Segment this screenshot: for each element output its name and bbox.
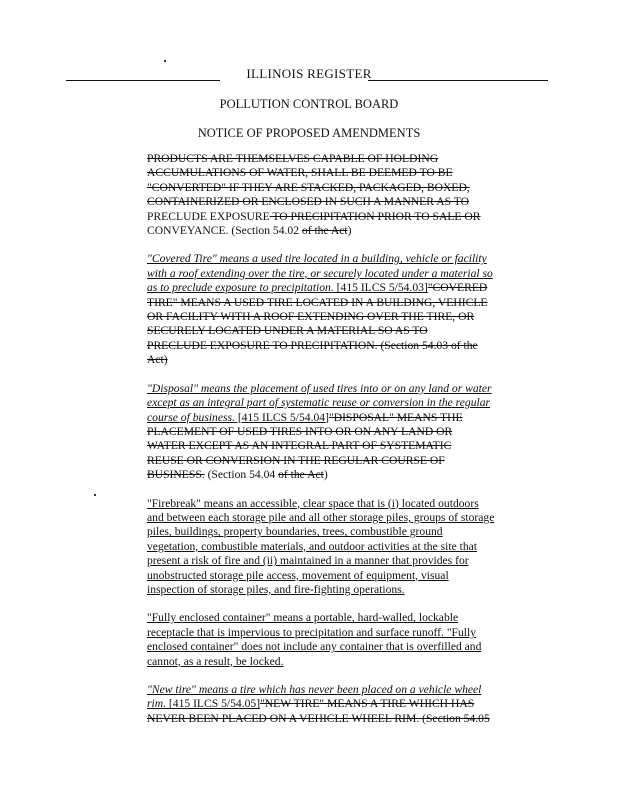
text-line: rim. [415 ILCS 5/54.05]"NEW TIRE" MEANS A TIRE WHICH HAS [147, 697, 475, 711]
margin-mark [94, 494, 96, 496]
text-line: unobstructed storage pile access, movement of equipment, visual [147, 568, 449, 582]
text-line: "Fully enclosed container" means a portable, hard-walled, lockable [147, 611, 459, 625]
text-line: except as an integral part of systematic reuse or conversion in the regular [147, 396, 491, 410]
notice-title: NOTICE OF PROPOSED AMENDMENTS [197, 126, 421, 140]
register-title: ILLINOIS REGISTER [246, 66, 372, 81]
board-name: POLLUTION CONTROL BOARD [219, 97, 399, 111]
text-line: WATER EXCEPT AS AN INTEGRAL PART OF SYSTEMATIC [147, 439, 452, 453]
paragraph-converted [147, 152, 515, 238]
text-line: OR FACILITY WITH A ROOF EXTENDING OVER THE TIRE, OR [147, 310, 475, 324]
text-line: PRECLUDE EXPOSURE TO PRECIPITATION. (Section 54.03 of the [147, 338, 478, 352]
text-line: as to preclude exposure to precipitation. [415 ILCS 5/54.03]"COVERED [147, 281, 488, 295]
text-line: TIRE" MEANS A USED TIRE LOCATED IN A BUILDING, VEHICLE [147, 295, 488, 309]
text-line: present a risk of fire and (ii) maintained in a manner that provides for [147, 554, 469, 568]
text-line: with a roof extending over the tire, or securely located under a material so [147, 266, 493, 280]
text-line: cannot, as a result, be locked. [147, 654, 284, 668]
text-line: and between each storage pile and all other storage piles, groups of storage [147, 510, 495, 524]
text-line: NEVER BEEN PLACED ON A VEHICLE WHEEL RIM. (Section 54.05 [147, 711, 490, 725]
text-line: vegetation, combustible materials, and outdoor activities at the site that [147, 539, 478, 553]
document-body [147, 152, 515, 740]
margin-mark [164, 60, 166, 62]
text-line: "Disposal" means the placement of used tires into or on any land or water [147, 381, 492, 395]
paragraph-disposal [147, 382, 515, 483]
text-line: SECURELY LOCATED UNDER A MATERIAL SO AS TO [147, 324, 428, 338]
text-line: REUSE OR CONVERSION IN THE REGULAR COURSE OF [147, 453, 445, 467]
text-line: "Firebreak" means an accessible, clear space that is (i) located outdoors [147, 496, 479, 510]
text-line: ACCUMULATIONS OF WATER, SHALL BE DEEMED TO BE [147, 166, 453, 180]
text-line: course of business. [415 ILCS 5/54.04]"DISPOSAL" MEANS THE [147, 410, 463, 424]
text-line: PLACEMENT OF USED TIRES INTO OR ON ANY LAND OR [147, 424, 453, 438]
text-line: BUSINESS. (Section 54.04 of the Act) [147, 468, 328, 482]
text-line: receptacle that is impervious to precipitation and surface runoff. "Fully [147, 625, 477, 639]
text-line: Act) [147, 353, 168, 367]
text-line: "Covered Tire" means a used tire located in a building, vehicle or facility [147, 252, 487, 266]
text-line: CONVEYANCE. (Section 54.02 of the Act) [147, 224, 352, 238]
text-line: inspection of storage piles, and fire-fighting operations. [147, 582, 405, 596]
paragraph-covered-tire [147, 252, 515, 367]
text-line: PRECLUDE EXPOSURE TO PRECIPITATION PRIOR TO SALE OR [147, 209, 481, 223]
text-line: "New tire" means a tire which has never been placed on a vehicle wheel [147, 683, 482, 696]
text-line: enclosed container" does not include any container that is overfilled and [147, 640, 482, 654]
text-line: CONTAINERIZED OR ENCLOSED IN SUCH A MANNER AS TO [147, 195, 469, 209]
text-line: "CONVERTED" IF THEY ARE STACKED, PACKAGED, BOXED, [147, 180, 470, 194]
paragraph-new-tire [147, 683, 515, 726]
text-line: piles, buildings, property boundaries, trees, combustible ground [147, 525, 443, 539]
paragraph-firebreak [147, 497, 515, 598]
paragraph-fully-enclosed-container [147, 611, 515, 669]
text-line: PRODUCTS ARE THEMSELVES CAPABLE OF HOLDING [147, 152, 439, 165]
